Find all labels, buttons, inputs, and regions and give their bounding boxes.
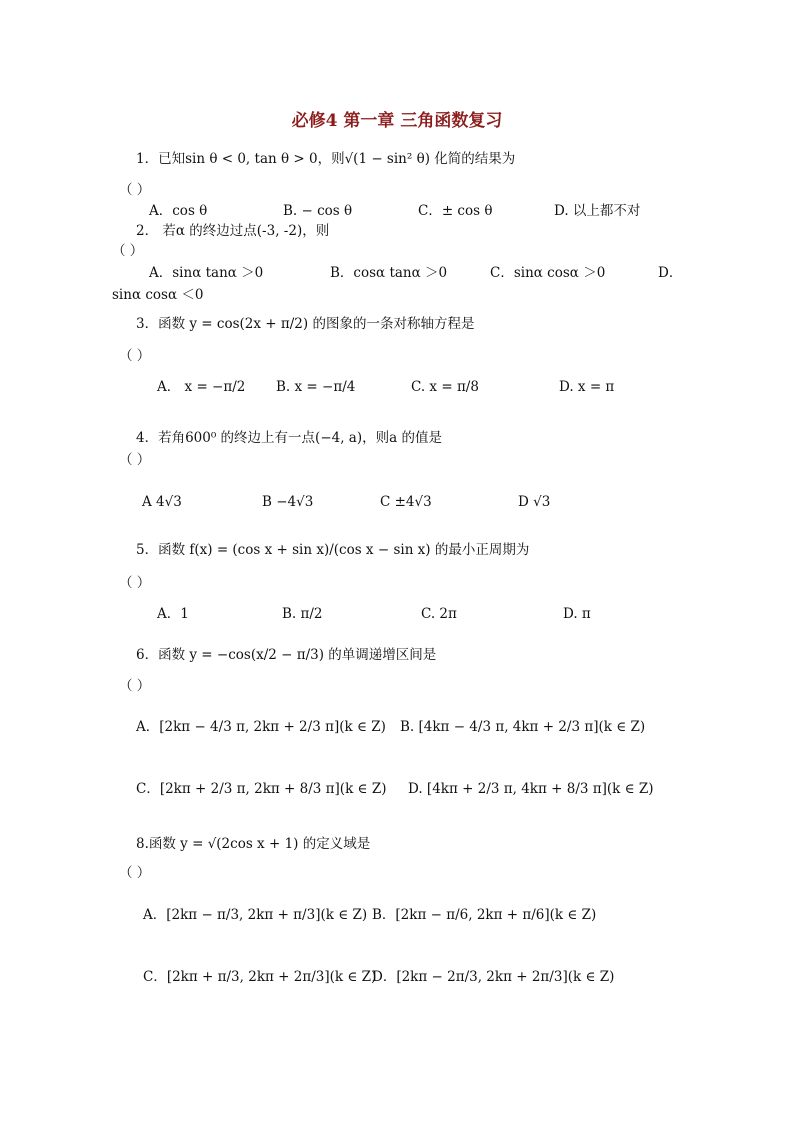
question-6-text: 6．函数 y = −cos(x/2 − π/3) 的单调递增区间是 [136, 647, 437, 663]
q6-option-a: A．[2kπ − 4/3 π, 2kπ + 2/3 π](k ∈ Z) [136, 719, 386, 735]
answer-paren-2: （ ） [112, 243, 144, 259]
q6-option-d: D. [4kπ + 2/3 π, 4kπ + 8/3 π](k ∈ Z) [408, 781, 654, 797]
question-8-text: 8.函数 y = √(2cos x + 1) 的定义域是 [136, 836, 371, 852]
q2-option-b: B．cosα tanα ＞0 [330, 265, 448, 281]
q3-option-d: D. x = π [559, 379, 615, 395]
q2-option-c: C．sinα cosα ＞0 [490, 265, 606, 281]
question-3-text: 3．函数 y = cos(2x + π/2) 的图象的一条对称轴方程是 [136, 316, 475, 332]
answer-paren-6: （ ） [119, 678, 151, 694]
q8-option-c: C．[2kπ + π/3, 2kπ + 2π/3](k ∈ Z) [143, 969, 377, 985]
answer-paren-3: （ ） [119, 348, 151, 364]
q3-option-b: B. x = −π/4 [276, 379, 356, 395]
question-4-text: 4．若角600⁰ 的终边上有一点(−4, a)，则a 的值是 [136, 430, 442, 446]
q4-option-d: D √3 [518, 494, 551, 510]
q8-option-d: D．[2kπ − 2π/3, 2kπ + 2π/3](k ∈ Z) [372, 969, 615, 985]
q8-option-a: A．[2kπ − π/3, 2kπ + π/3](k ∈ Z) [143, 907, 368, 923]
q6-option-c: C．[2kπ + 2/3 π, 2kπ + 8/3 π](k ∈ Z) [136, 781, 387, 797]
question-2-text: 2． 若α 的终边过点(-3, -2)，则 [136, 223, 330, 239]
q3-option-c: C. x = π/8 [411, 379, 479, 395]
q2-option-d-continued: sinα cosα ＜0 [112, 287, 204, 303]
q1-option-b: B. − cos θ [283, 203, 353, 219]
q8-option-b: B．[2kπ − π/6, 2kπ + π/6](k ∈ Z) [372, 907, 597, 923]
page-title: 必修4 第一章 三角函数复习 [291, 111, 503, 131]
q3-option-a: A． x = −π/2 [157, 379, 246, 395]
q2-option-d: D． [658, 265, 683, 281]
q4-option-b: B −4√3 [262, 494, 314, 510]
question-5-text: 5．函数 f(x) = (cos x + sin x)/(cos x − sin x) 的最小正周期为 [136, 542, 530, 558]
q6-option-b: B. [4kπ − 4/3 π, 4kπ + 2/3 π](k ∈ Z) [400, 719, 646, 735]
q5-option-d: D. π [563, 606, 591, 622]
answer-paren-4: （ ） [119, 452, 151, 468]
answer-paren-1: （ ） [119, 182, 151, 198]
answer-paren-8: （ ） [119, 865, 151, 881]
q5-option-a: A．1 [157, 606, 189, 622]
q1-option-c: C．± cos θ [418, 203, 493, 219]
q2-option-a: A．sinα tanα ＞0 [149, 265, 264, 281]
answer-paren-5: （ ） [119, 575, 151, 591]
q5-option-c: C. 2π [421, 606, 457, 622]
question-1-text: 1．已知sin θ < 0, tan θ > 0，则√(1 − sin² θ) 化简的结果为 [136, 151, 516, 167]
q4-option-c: C ±4√3 [380, 494, 432, 510]
q4-option-a: A 4√3 [142, 494, 182, 510]
q1-option-d: D. 以上都不对 [554, 203, 641, 219]
q1-option-a: A．cos θ [149, 203, 208, 219]
q5-option-b: B. π/2 [282, 606, 323, 622]
